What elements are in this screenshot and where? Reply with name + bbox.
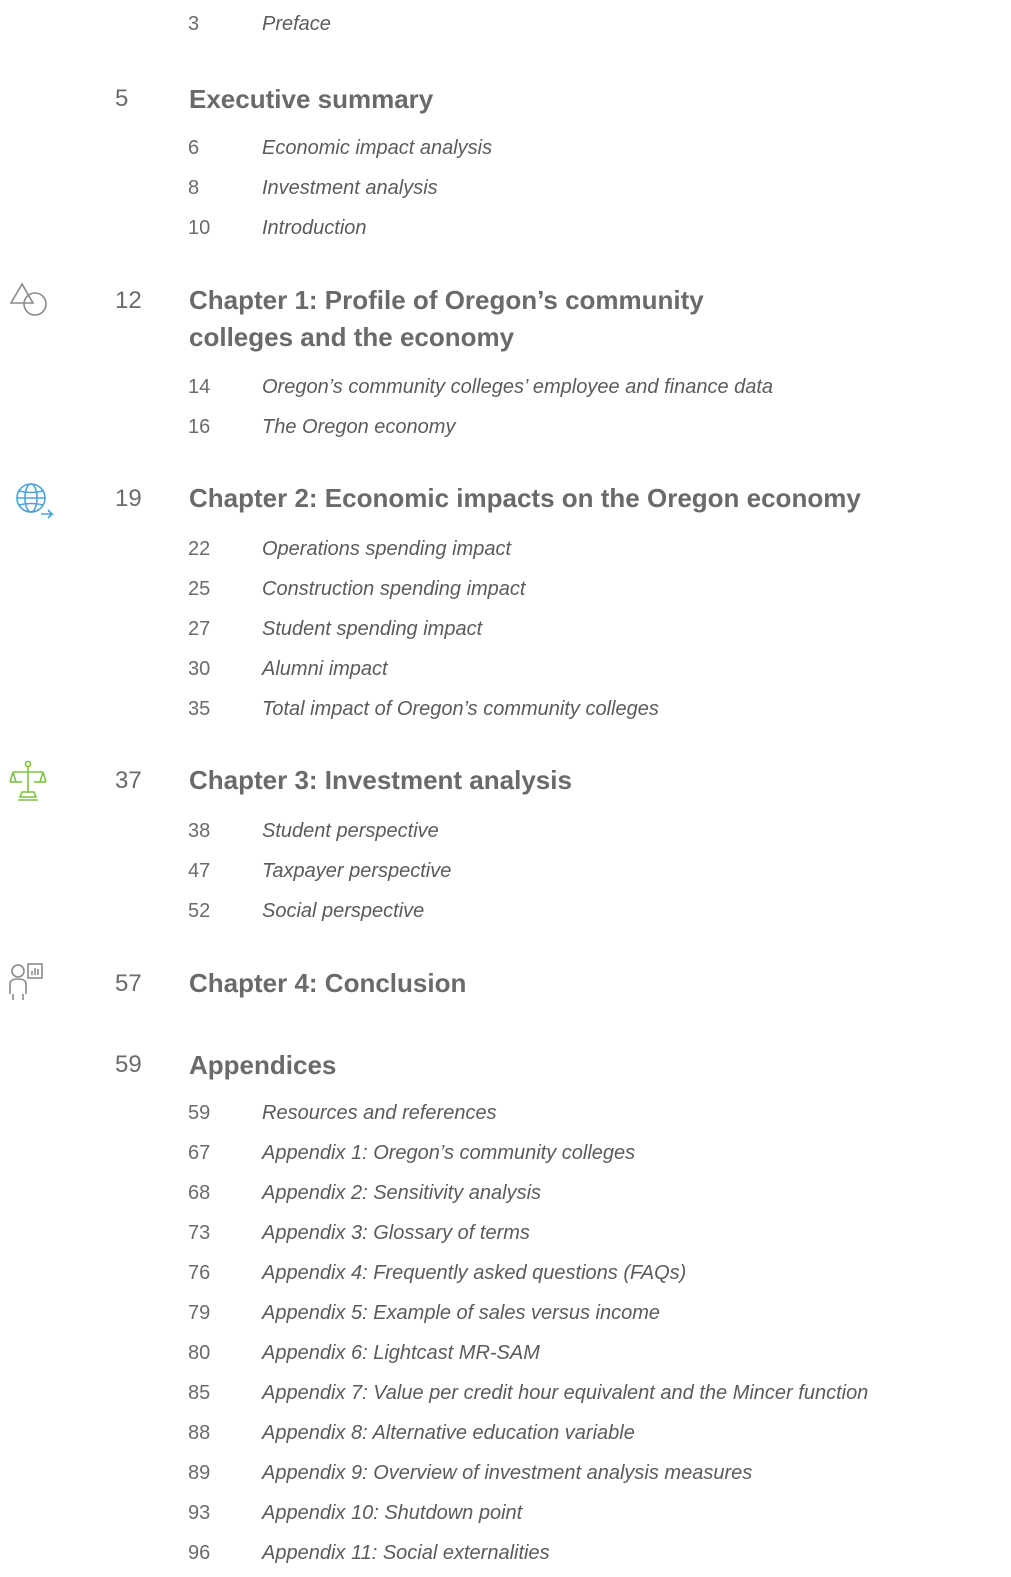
page-number: 12	[115, 287, 142, 314]
shapes-icon	[8, 280, 58, 324]
page-number: 73	[188, 1222, 211, 1244]
page-number: 59	[115, 1051, 142, 1078]
page-number: 35	[188, 698, 211, 720]
page-number: 93	[188, 1502, 211, 1524]
page-number: 22	[188, 538, 211, 560]
page-number: 5	[115, 85, 129, 112]
section-title: Chapter 3: Investment analysis	[189, 765, 572, 795]
entry-title: Student spending impact	[262, 618, 483, 640]
page-number: 96	[188, 1542, 211, 1564]
entry-title: Appendix 9: Overview of investment analysis measures	[262, 1462, 753, 1484]
page-number: 25	[188, 578, 211, 600]
entry-title: Social perspective	[262, 900, 425, 922]
entry-title: Appendix 4: Frequently asked questions (FAQs)	[262, 1262, 687, 1284]
page-number: 37	[115, 767, 142, 794]
page-number: 85	[188, 1382, 211, 1404]
entry-title: Preface	[262, 13, 331, 35]
entry-title: Appendix 5: Example of sales versus income	[262, 1302, 660, 1324]
entry-title: Appendix 1: Oregon’s community colleges	[262, 1142, 636, 1164]
page-number: 10	[188, 217, 211, 239]
page-number: 67	[188, 1142, 211, 1164]
entry-title: Appendix 3: Glossary of terms	[262, 1222, 530, 1244]
entry-title: Appendix 8: Alternative education variable	[262, 1422, 635, 1444]
section-title-continued: colleges and the economy	[189, 322, 515, 352]
entry-title: Construction spending impact	[262, 578, 526, 600]
section-title: Executive summary	[189, 84, 434, 114]
globe-icon	[8, 478, 58, 522]
page-number: 16	[188, 416, 211, 438]
page-number: 76	[188, 1262, 211, 1284]
entry-title: Operations spending impact	[262, 538, 512, 560]
page-number: 57	[115, 970, 142, 997]
page-number: 88	[188, 1422, 211, 1444]
page-number: 68	[188, 1182, 211, 1204]
page-number: 6	[188, 137, 200, 159]
entry-title: Economic impact analysis	[262, 137, 493, 159]
page-number: 59	[188, 1102, 211, 1124]
page-number: 3	[188, 13, 200, 35]
page-number: 79	[188, 1302, 211, 1324]
page-number: 19	[115, 485, 142, 512]
presenter-chart-icon	[8, 960, 58, 1004]
entry-title: Resources and references	[262, 1102, 497, 1124]
page-number: 14	[188, 376, 211, 398]
section-title: Chapter 4: Conclusion	[189, 968, 467, 998]
entry-title: The Oregon economy	[262, 416, 456, 438]
entry-title: Appendix 7: Value per credit hour equivalent and the Mincer function	[262, 1382, 869, 1404]
entry-title: Appendix 11: Social externalities	[262, 1542, 550, 1564]
page-number: 89	[188, 1462, 211, 1484]
entry-title: Alumni impact	[262, 658, 388, 680]
entry-title: Total impact of Oregon’s community colleges	[262, 698, 659, 720]
page-number: 8	[188, 177, 200, 199]
page-number: 38	[188, 820, 211, 842]
entry-title: Appendix 10: Shutdown point	[262, 1502, 523, 1524]
entry-title: Appendix 2: Sensitivity analysis	[262, 1182, 542, 1204]
entry-title: Investment analysis	[262, 177, 438, 199]
entry-title: Introduction	[262, 217, 367, 239]
section-title: Appendices	[189, 1050, 337, 1080]
page-number: 27	[188, 618, 211, 640]
section-title: Chapter 2: Economic impacts on the Oregon economy	[189, 483, 861, 513]
page-number: 47	[188, 860, 211, 882]
section-title: Chapter 1: Profile of Oregon’s community	[189, 285, 704, 315]
scales-icon	[8, 759, 58, 803]
page-number: 80	[188, 1342, 211, 1364]
entry-title: Oregon’s community colleges’ employee and finance data	[262, 376, 774, 398]
entry-title: Appendix 6: Lightcast MR-SAM	[262, 1342, 540, 1364]
page-number: 52	[188, 900, 211, 922]
entry-title: Student perspective	[262, 820, 439, 842]
entry-title: Taxpayer perspective	[262, 860, 452, 882]
page-number: 30	[188, 658, 211, 680]
